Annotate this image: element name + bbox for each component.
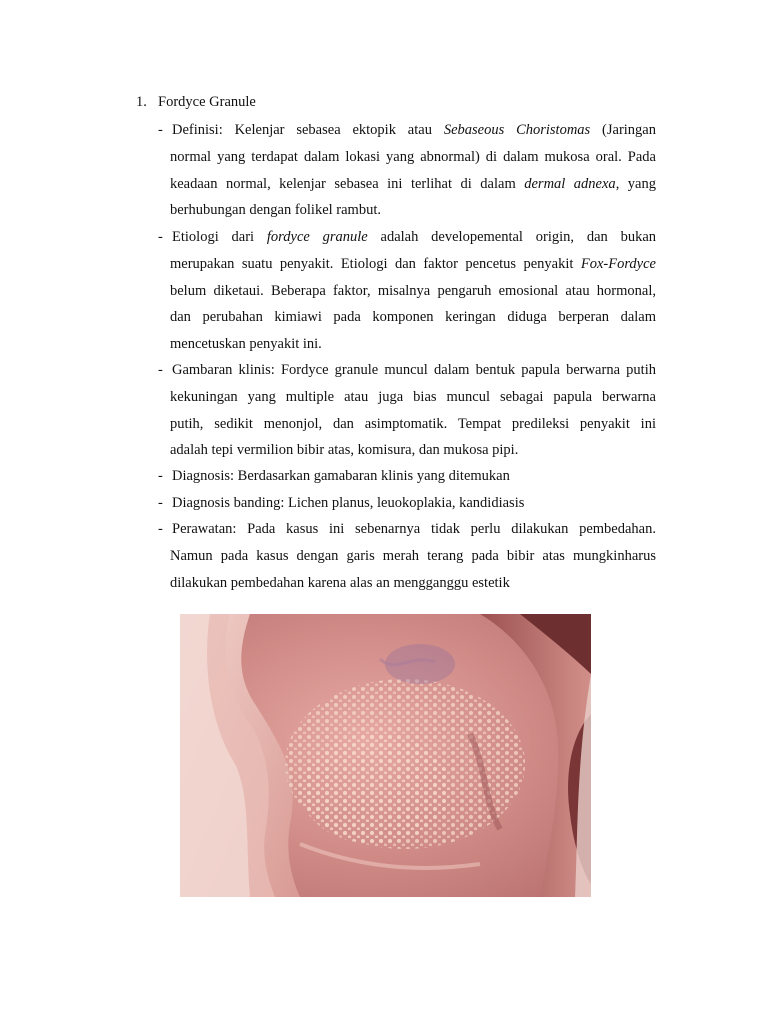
bullet-item [158,516,656,596]
heading-number: 1. [136,94,147,110]
bullet-item [158,490,656,517]
text-line: Definisi: Kelenjar sebasea ektopik atau Sebaseous Choristomas (Jaringan [172,122,656,138]
text-line: Diagnosis banding: Lichen planus, leuokoplakia, kandidiasis [172,495,525,511]
text-line: Namun pada kasus dengan garis merah terang pada bibir atas mungkinharus [170,547,656,564]
text-line: dilakukan pembedahan karena alas an mengganggu estetik [170,574,510,591]
text-line: merupakan suatu penyakit. Etiologi dan faktor pencetus penyakit Fox-Fordyce [170,255,656,272]
italic-term: dermal adnexa [524,175,616,192]
clinical-photo-drawing [180,614,591,897]
text-line: normal yang terdapat dalam lokasi yang abnormal) di dalam mukosa oral. Pada [170,148,656,165]
text-line: adalah tepi vermilion bibir atas, komisura, dan mukosa pipi. [170,442,519,459]
clinical-photo [180,614,591,897]
text-line: belum diketaui. Beberapa faktor, misalnya pengaruh emosional atau hormonal, [170,282,656,299]
heading-title: Fordyce Granule [158,94,256,110]
text-line: Perawatan: Pada kasus ini sebenarnya tidak perlu dilakukan pembedahan. [172,521,656,537]
text-line: Diagnosis: Berdasarkan gamabaran klinis yang ditemukan [172,468,510,484]
bullet-dash: - [158,362,163,378]
text-line: mencetuskan penyakit ini. [170,336,322,353]
text-line: Etiologi dari fordyce granule adalah developemental origin, dan bukan [172,229,656,245]
bullet-item [158,463,656,490]
text-line: berhubungan dengan folikel rambut. [170,202,381,219]
bullet-item [158,117,656,224]
bullet-item [158,357,656,464]
text-line: kekuningan yang multiple atau juga bias muncul sebagai papula berwarna [170,388,656,405]
bullet-item [158,224,656,358]
text-line: Gambaran klinis: Fordyce granule muncul dalam bentuk papula berwarna putih [172,362,656,378]
bullet-dash: - [158,122,163,138]
italic-term: Fox-Fordyce [580,255,656,272]
bullet-dash: - [158,495,163,511]
bullet-dash: - [158,229,163,245]
text-line: dan perubahan kimiawi pada komponen keringan diduga berperan dalam [170,309,656,326]
text-line: putih, sedikit menonjol, dan asimptomatik. Tempat predileksi penyakit ini [170,415,656,432]
text-line: keadaan normal, kelenjar sebasea ini terlihat di dalam dermal adnexa, yang [170,175,656,192]
italic-term: Sebaseous Choristomas [443,122,591,138]
italic-term: fordyce granule [266,229,368,245]
section-heading [136,93,256,111]
bullet-dash: - [158,468,163,484]
bullet-dash: - [158,521,163,537]
